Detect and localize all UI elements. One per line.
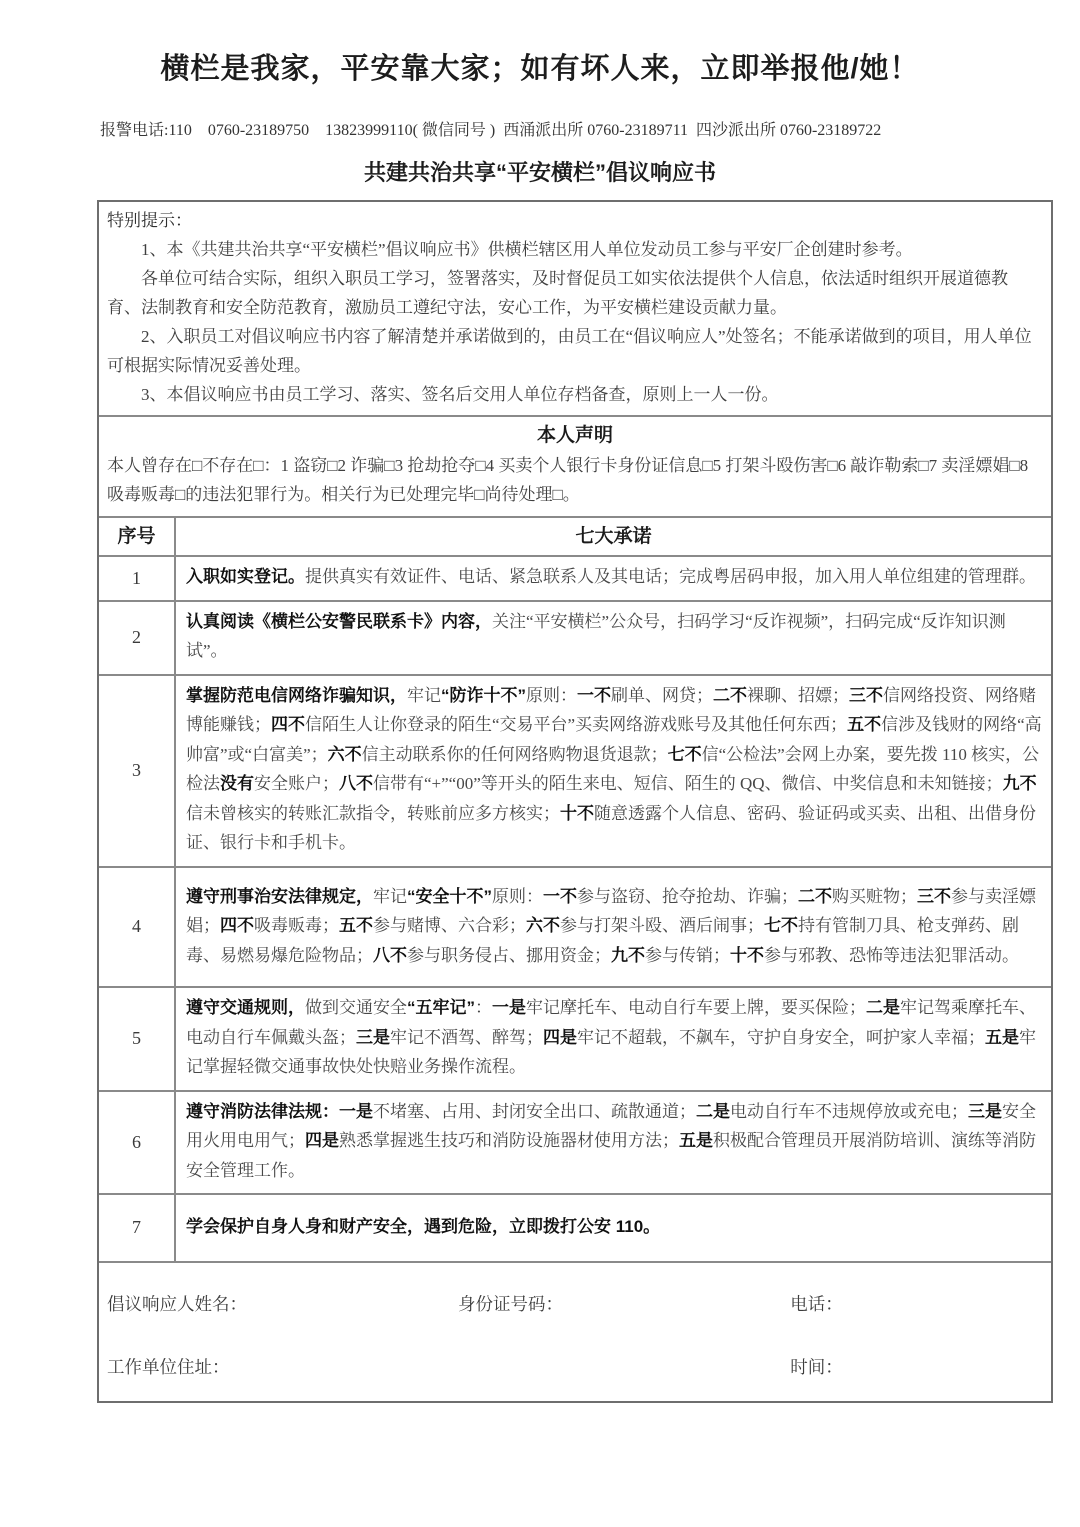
notice-paragraph: 3、本倡议响应书由员工学习、落实、签名后交用人单位存档备查，原则上一人一份。 — [141, 385, 779, 404]
column-header-number: 序号 — [99, 518, 176, 555]
special-notice-heading: 特别提示： — [107, 211, 192, 230]
column-header-promises: 七大承诺 — [575, 526, 652, 547]
promise-text: 遵守刑事治安法律规定，牢记“安全十不”原则：一不参与盗窃、抢夺抢劫、诈骗；二不购买赃物；三不参与卖淫嫖娼；四不吸毒贩毒；五不参与赌博、六合彩；六不参与打架斗殴、酒后闹事；七不持有管制刀具、枪支弹药、剧毒、易燃易爆危险物品；八不参与职务侵占、挪用资金；九不参与传销；十不参与邪教、恐怖等违法犯罪活动。 — [186, 886, 1036, 965]
table-row — [99, 676, 1051, 868]
promise-text: 入职如实登记。提供真实有效证件、电话、紧急联系人及其电话；完成粤居码申报，加入用人单位组建的管理群。 — [186, 567, 1036, 586]
id-number-label: 身份证号码： — [458, 1293, 563, 1314]
row-number: 3 — [99, 676, 176, 866]
row-number: 6 — [99, 1092, 176, 1194]
table-row — [99, 557, 1051, 602]
declaration-text: 本人曾存在□不存在□：1 盗窃□2 诈骗□3 抢劫抢夺□4 买卖个人银行卡身份证信息□5 打架斗殴伤害□6 敲诈勒索□7 卖淫嫖娼□8 吸毒贩毒□的违法犯罪行为。相关行为已处理完毕□尚待处理□。 — [107, 456, 1029, 504]
row-number: 7 — [99, 1195, 176, 1261]
phone-label: 电话： — [790, 1293, 843, 1314]
promise-rows — [99, 557, 1051, 1263]
document-subtitle: 共建共治共享“平安横栏”倡议响应书 — [363, 160, 716, 185]
table-row — [99, 988, 1051, 1092]
form-table — [97, 200, 1053, 1403]
personal-declaration-section — [99, 417, 1051, 518]
promise-text: 遵守消防法律法规：一是不堵塞、占用、封闭安全出口、疏散通道；二是电动自行车不违规停放或充电；三是安全用火用电用气；四是熟悉掌握逃生技巧和消防设施器材使用方法；五是积极配合管理员开展消防培训、演练等消防安全管理工作。 — [186, 1101, 1036, 1180]
row-number: 2 — [99, 602, 176, 674]
table-row — [99, 602, 1051, 676]
promise-text: 认真阅读《横栏公安警民联系卡》内容，关注“平安横栏”公众号，扫码学习“反诈视频”，扫码完成“反诈知识测试”。 — [186, 611, 1006, 660]
notice-paragraph: 2、入职员工对倡议响应书内容了解清楚并承诺做到的，由员工在“倡议响应人”处签名；不能承诺做到的项目，用人单位可根据实际情况妥善处理。 — [107, 327, 1032, 375]
date-label: 时间： — [790, 1356, 843, 1377]
row-number: 5 — [99, 988, 176, 1090]
promise-text: 掌握防范电信网络诈骗知识，牢记“防诈十不”原则：一不刷单、网贷；二不裸聊、招嫖；三不信网络投资、网络赌博能赚钱；四不信陌生人让你登录的陌生“交易平台”买卖网络游戏账号及其他任何东西；五不信涉及钱财的网络“高帅富”或“白富美”；六不信主动联系你的任何网络购物退货退款；七不信“公检法”会网上办案，要先拨 110 核实，公检法没有安全账户；八不信带有“+”“00”等开头的陌生来电、短信、陌生的 QQ、微信、中奖信息和未知链接；九不信未曾核实的转账汇款指令，转账前应多方核实；十不随意透露个人信息、密码、验证码或买卖、出租、出借身份证、银行卡和手机卡。 — [186, 685, 1042, 852]
special-notice-section — [99, 202, 1051, 417]
table-header-row — [99, 518, 1051, 557]
row-number: 1 — [99, 557, 176, 600]
table-row — [99, 1092, 1051, 1196]
table-row — [99, 1195, 1051, 1263]
signature-section — [99, 1263, 1051, 1401]
notice-paragraph: 各单位可结合实际，组织入职员工学习，签署落实，及时督促员工如实依法提供个人信息，依法适时组织开展道德教育、法制教育和安全防范教育，激励员工遵纪守法，安心工作，为平安横栏建设贡献力量。 — [107, 269, 1008, 317]
row-number: 4 — [99, 868, 176, 987]
declaration-heading: 本人声明 — [536, 425, 613, 446]
work-address-label: 工作单位住址： — [107, 1356, 230, 1377]
promise-text: 遵守交通规则，做到交通安全“五牢记”：一是牢记摩托车、电动自行车要上牌，要买保险；二是牢记驾乘摩托车、电动自行车佩戴头盔；三是牢记不酒驾、醉驾；四是牢记不超载，不飙车，守护自身安全，呵护家人幸福；五是牢记掌握轻微交通事故快处快赔业务操作流程。 — [186, 998, 1036, 1076]
promise-text: 学会保护自身人身和财产安全，遇到危险，立即拨打公安 110。 — [186, 1217, 661, 1236]
notice-paragraph: 1、本《共建共治共享“平安横栏”倡议响应书》供横栏辖区用人单位发动员工参与平安厂企创建时参考。 — [141, 240, 913, 259]
police-hotline-line: 报警电话:110 0760-23189750 13823999110( 微信同号 ) 西涌派出所 0760-23189711 四沙派出所 0760-23189722 — [100, 122, 882, 139]
page-title: 横栏是我家，平安靠大家；如有坏人来，立即举报他/她！ — [160, 53, 920, 85]
responder-name-label: 倡议响应人姓名： — [107, 1293, 247, 1314]
table-row — [99, 868, 1051, 989]
